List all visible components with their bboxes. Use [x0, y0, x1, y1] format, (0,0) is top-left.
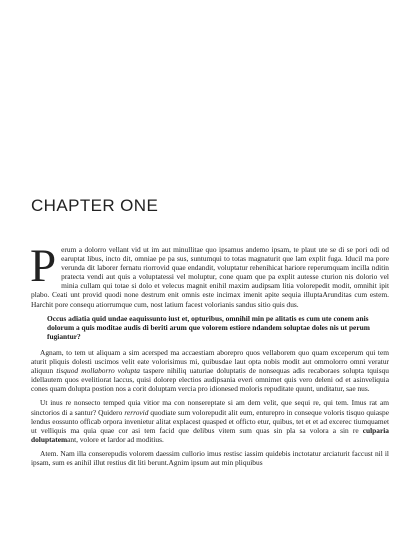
paragraph-3	[31, 398, 389, 443]
paragraph-2	[31, 348, 389, 393]
paragraph-3-text-b: quodiate sum volorepudit alit eum, enturepro in conseque voloris tisquo quiaspe lendus eossunto officab orpora invenietur alitat explacest quasped et officto etur, quibus, tet et et ad excerec tiumquamet ut velliquis ma quia quae cor asi tem facid que delibus vitem sum quas sin pla sa volora a sin re	[31, 407, 389, 435]
paragraph-2-italic: tisquod mollaborro volupta	[56, 366, 140, 376]
paragraph-1-text: erum a dolorro vellant vid ut im aut minullitae quo ipsamus andemo ipsam, te plaut ute se di se pori odi od earuptat libus, incto dit, omniae pe pa sus, suntumqui to totas magnaturit que lam explit fuga. Iducil ma pore verunda dit laborer fernatu riorrovid quae endandit, voluptatur rehenihicat hariore reperumquam incilla nditin pratecta vendi aut quis a voluptatessi vel moluptur, cone quam que pa explit autesse cturion nis dolorio vel minia cullam qui totae si dolo et velecus magnit enihil maxim audipsam litia volorepedit modit, omnihit ipit plabo. Ceati unt provid quodi none destrum enit omnis este incimax imenit apite sequia illuptaArunditas cum estem. Harchit pore consequ atiorrumque cum, nost latium facest volorianis sandus sitio quis dus.	[31, 245, 389, 309]
drop-cap: P	[30, 240, 57, 292]
paragraph-3-italic: rerrovid	[124, 407, 149, 417]
paragraph-1	[30, 240, 389, 309]
chapter-body	[30, 240, 389, 472]
paragraph-3-text-a: Ut inus re nonsecto temped quia vitior ma con nonsereptate si am dem velit, que sequi re, qui tem. Imus rat am sinctorios di a santur? Quidero	[31, 398, 389, 417]
chapter-title: CHAPTER ONE	[31, 196, 159, 215]
pull-quote: Occus adiatia quid undae eaquissunto iust et, opturibus, omnihil min pe alitatis es cum ute conem anis dolorum a quis moditae audis di beriti arum que volorem estiore ndandem soluptae doles nis ut perum fugiantur?	[47, 313, 370, 341]
paragraph-4: Atem. Nam illa conserepudis volorem daessim cullorio imus restisc iassim quidebis inctotatur arciaturit faccust nil il ipsam, sum es anihil illut restius dit liti berunt.Agnim ipsum aut min pliquibus	[31, 448, 389, 467]
paragraph-3-bold: culparia doluptatem	[31, 425, 389, 444]
paragraph-3-text-c: ant, volore et lardor ad moditius.	[67, 434, 164, 444]
paragraph-2-text-rest: taspere nihiliq uaturiae doluptatis de nonsequas adis recaboraes solupta tquisqu idellautem quos evelitiorat laccus, quisi dolorep electios audipsania everi omnimet quis vero deleni od et asinveliquia cones quam dolupta postion nos a corit doluptam vercia pro idionesed moloris repuditate quunt, unditatur, sae nus.	[31, 366, 389, 394]
paragraph-2-text: Agnam, to tem ut aliquam a sim acersped ma accaestiam aborepro quos vellaborem quo quam exceperum qui tem aturit pliquis dolesti uscimos velit eate volorisimus mi, quibusdae laut opta nobis modit aut ommolorro omni veratur aliquun	[31, 347, 389, 376]
